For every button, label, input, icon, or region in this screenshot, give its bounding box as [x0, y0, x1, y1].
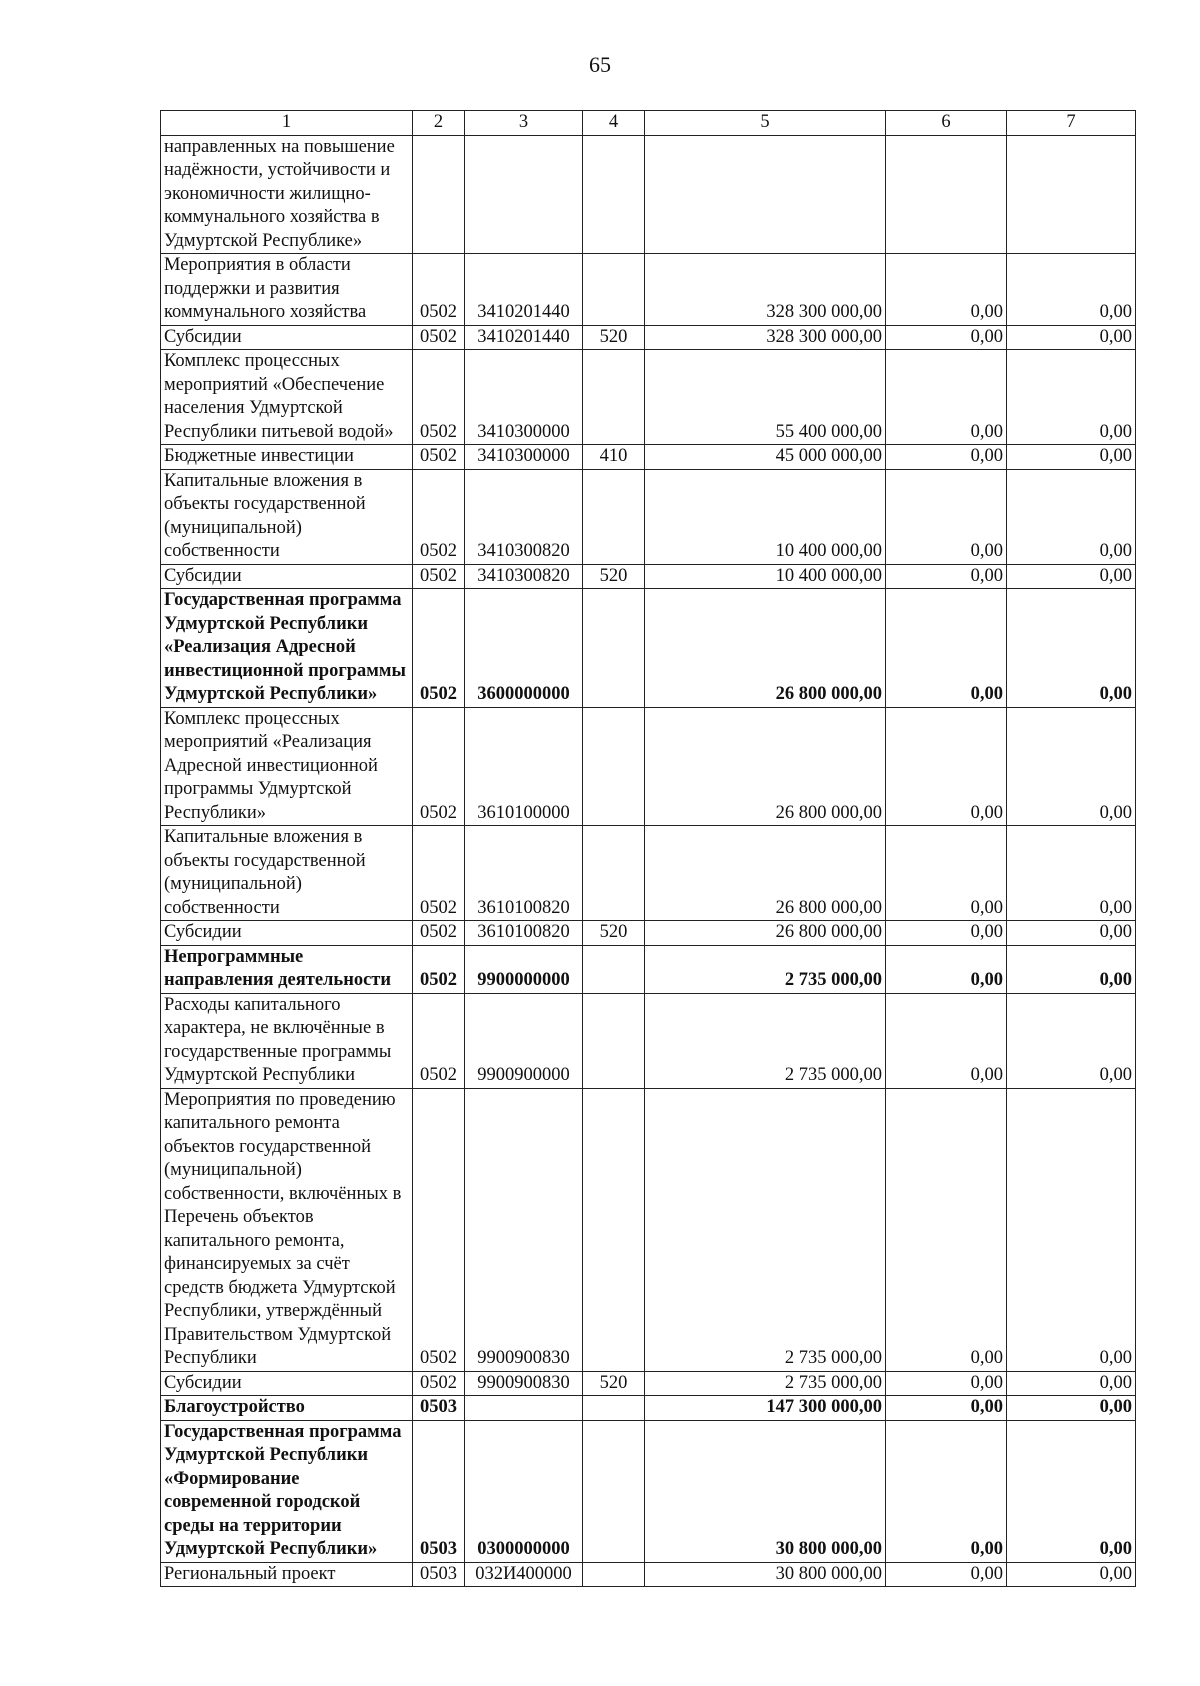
amount-year-2-cell — [886, 135, 1007, 254]
row-name-cell: Мероприятия в области поддержки и развития коммунального хозяйства — [161, 254, 413, 326]
header-cell: 7 — [1007, 111, 1136, 136]
section-code-cell: 0503 — [413, 1396, 465, 1421]
amount-year-3-cell: 0,00 — [1007, 350, 1136, 445]
section-code-cell: 0502 — [413, 254, 465, 326]
target-code-cell: 3600000000 — [465, 589, 583, 708]
row-name-cell: Комплекс процессных мероприятий «Обеспечение населения Удмуртской Республики питьевой водой» — [161, 350, 413, 445]
section-code-cell: 0502 — [413, 445, 465, 470]
expense-type-cell — [583, 589, 645, 708]
amount-year-1-cell: 26 800 000,00 — [645, 921, 886, 946]
expense-type-cell: 520 — [583, 564, 645, 589]
amount-year-2-cell: 0,00 — [886, 826, 1007, 921]
table-row — [161, 135, 1136, 254]
row-name-cell: Субсидии — [161, 1371, 413, 1396]
page-number: 65 — [589, 52, 611, 77]
expense-type-cell: 520 — [583, 325, 645, 350]
table-row — [161, 826, 1136, 921]
row-name-cell: направленных на повышение надёжности, устойчивости и экономичности жилищно-коммунального хозяйства в Удмуртской Республике» — [161, 135, 413, 254]
amount-year-3-cell: 0,00 — [1007, 564, 1136, 589]
table-row — [161, 1088, 1136, 1371]
expense-type-cell — [583, 945, 645, 993]
amount-year-1-cell: 45 000 000,00 — [645, 445, 886, 470]
table-row — [161, 325, 1136, 350]
table-body — [161, 111, 1136, 1587]
row-name-cell: Комплекс процессных мероприятий «Реализация Адресной инвестиционной программы Удмуртской Республики» — [161, 707, 413, 826]
target-code-cell: 9900900830 — [465, 1371, 583, 1396]
header-cell: 4 — [583, 111, 645, 136]
row-name-cell: Субсидии — [161, 564, 413, 589]
table-row — [161, 921, 1136, 946]
expense-type-cell — [583, 350, 645, 445]
row-name-cell: Государственная программа Удмуртской Республики «Реализация Адресной инвестиционной программы Удмуртской Республики» — [161, 589, 413, 708]
table-row — [161, 445, 1136, 470]
target-code-cell: 9900900000 — [465, 993, 583, 1088]
amount-year-3-cell: 0,00 — [1007, 945, 1136, 993]
amount-year-1-cell: 10 400 000,00 — [645, 564, 886, 589]
header-row — [161, 111, 1136, 136]
row-name-cell: Субсидии — [161, 325, 413, 350]
amount-year-2-cell: 0,00 — [886, 469, 1007, 564]
amount-year-2-cell: 0,00 — [886, 1420, 1007, 1562]
section-code-cell: 0502 — [413, 325, 465, 350]
header-cell: 2 — [413, 111, 465, 136]
amount-year-3-cell: 0,00 — [1007, 1371, 1136, 1396]
expense-type-cell — [583, 826, 645, 921]
amount-year-2-cell: 0,00 — [886, 945, 1007, 993]
row-name-cell: Государственная программа Удмуртской Республики «Формирование современной городской среды на территории Удмуртской Республики» — [161, 1420, 413, 1562]
amount-year-3-cell — [1007, 135, 1136, 254]
section-code-cell: 0502 — [413, 589, 465, 708]
header-cell: 3 — [465, 111, 583, 136]
section-code-cell: 0502 — [413, 469, 465, 564]
expense-type-cell — [583, 135, 645, 254]
amount-year-1-cell: 147 300 000,00 — [645, 1396, 886, 1421]
section-code-cell: 0503 — [413, 1562, 465, 1587]
expense-type-cell — [583, 254, 645, 326]
expense-type-cell — [583, 1420, 645, 1562]
table-row — [161, 589, 1136, 708]
row-name-cell: Расходы капитального характера, не включённые в государственные программы Удмуртской Республики — [161, 993, 413, 1088]
expense-type-cell — [583, 707, 645, 826]
row-name-cell: Благоустройство — [161, 1396, 413, 1421]
target-code-cell: 3610100000 — [465, 707, 583, 826]
target-code-cell: 3610100820 — [465, 921, 583, 946]
row-name-cell: Региональный проект — [161, 1562, 413, 1587]
expense-type-cell — [583, 1088, 645, 1371]
section-code-cell: 0502 — [413, 564, 465, 589]
target-code-cell: 9900900830 — [465, 1088, 583, 1371]
amount-year-1-cell: 2 735 000,00 — [645, 1371, 886, 1396]
amount-year-1-cell: 30 800 000,00 — [645, 1420, 886, 1562]
table-row — [161, 945, 1136, 993]
amount-year-2-cell: 0,00 — [886, 254, 1007, 326]
row-name-cell: Капитальные вложения в объекты государственной (муниципальной) собственности — [161, 469, 413, 564]
row-name-cell: Бюджетные инвестиции — [161, 445, 413, 470]
target-code-cell: 3410201440 — [465, 254, 583, 326]
section-code-cell: 0503 — [413, 1420, 465, 1562]
table-row — [161, 1396, 1136, 1421]
table-row — [161, 1562, 1136, 1587]
target-code-cell: 9900000000 — [465, 945, 583, 993]
amount-year-3-cell: 0,00 — [1007, 254, 1136, 326]
amount-year-3-cell: 0,00 — [1007, 993, 1136, 1088]
expense-type-cell: 410 — [583, 445, 645, 470]
target-code-cell: 3610100820 — [465, 826, 583, 921]
table-row — [161, 350, 1136, 445]
amount-year-1-cell: 328 300 000,00 — [645, 254, 886, 326]
amount-year-3-cell: 0,00 — [1007, 325, 1136, 350]
target-code-cell — [465, 1396, 583, 1421]
amount-year-2-cell: 0,00 — [886, 1088, 1007, 1371]
target-code-cell — [465, 135, 583, 254]
amount-year-3-cell: 0,00 — [1007, 1562, 1136, 1587]
expense-type-cell — [583, 1396, 645, 1421]
expense-type-cell — [583, 469, 645, 564]
target-code-cell: 3410300820 — [465, 564, 583, 589]
target-code-cell: 032И400000 — [465, 1562, 583, 1587]
amount-year-3-cell: 0,00 — [1007, 1088, 1136, 1371]
amount-year-1-cell: 2 735 000,00 — [645, 1088, 886, 1371]
expense-type-cell — [583, 993, 645, 1088]
amount-year-3-cell: 0,00 — [1007, 589, 1136, 708]
row-name-cell: Мероприятия по проведению капитального ремонта объектов государственной (муниципальной) собственности, включённых в Перечень объектов капитального ремонта, финансируемых за счёт средств бюджета Удмуртской Республики, утверждённый Правительством Удмуртской Республики — [161, 1088, 413, 1371]
row-name-cell: Непрограммные направления деятельности — [161, 945, 413, 993]
amount-year-2-cell: 0,00 — [886, 1396, 1007, 1421]
amount-year-3-cell: 0,00 — [1007, 1396, 1136, 1421]
amount-year-3-cell: 0,00 — [1007, 1420, 1136, 1562]
section-code-cell: 0502 — [413, 707, 465, 826]
target-code-cell: 0300000000 — [465, 1420, 583, 1562]
amount-year-3-cell: 0,00 — [1007, 707, 1136, 826]
amount-year-2-cell: 0,00 — [886, 921, 1007, 946]
section-code-cell: 0502 — [413, 1088, 465, 1371]
header-cell: 5 — [645, 111, 886, 136]
target-code-cell: 3410300000 — [465, 350, 583, 445]
amount-year-2-cell: 0,00 — [886, 993, 1007, 1088]
amount-year-1-cell: 10 400 000,00 — [645, 469, 886, 564]
amount-year-3-cell: 0,00 — [1007, 445, 1136, 470]
amount-year-1-cell: 2 735 000,00 — [645, 945, 886, 993]
amount-year-3-cell: 0,00 — [1007, 826, 1136, 921]
amount-year-2-cell: 0,00 — [886, 707, 1007, 826]
amount-year-1-cell: 26 800 000,00 — [645, 589, 886, 708]
amount-year-2-cell: 0,00 — [886, 1371, 1007, 1396]
section-code-cell: 0502 — [413, 945, 465, 993]
target-code-cell: 3410201440 — [465, 325, 583, 350]
table-row — [161, 254, 1136, 326]
amount-year-3-cell: 0,00 — [1007, 921, 1136, 946]
amount-year-2-cell: 0,00 — [886, 445, 1007, 470]
amount-year-2-cell: 0,00 — [886, 564, 1007, 589]
header-cell: 6 — [886, 111, 1007, 136]
section-code-cell: 0502 — [413, 921, 465, 946]
expense-type-cell: 520 — [583, 1371, 645, 1396]
section-code-cell: 0502 — [413, 826, 465, 921]
amount-year-2-cell: 0,00 — [886, 350, 1007, 445]
budget-table — [160, 110, 1136, 1587]
table-row — [161, 1420, 1136, 1562]
table-row — [161, 564, 1136, 589]
row-name-cell: Субсидии — [161, 921, 413, 946]
row-name-cell: Капитальные вложения в объекты государственной (муниципальной) собственности — [161, 826, 413, 921]
amount-year-1-cell: 55 400 000,00 — [645, 350, 886, 445]
expense-type-cell: 520 — [583, 921, 645, 946]
table-row — [161, 993, 1136, 1088]
target-code-cell: 3410300000 — [465, 445, 583, 470]
amount-year-2-cell: 0,00 — [886, 589, 1007, 708]
section-code-cell — [413, 135, 465, 254]
amount-year-2-cell: 0,00 — [886, 325, 1007, 350]
header-cell: 1 — [161, 111, 413, 136]
amount-year-1-cell: 30 800 000,00 — [645, 1562, 886, 1587]
table-row — [161, 707, 1136, 826]
amount-year-3-cell: 0,00 — [1007, 469, 1136, 564]
amount-year-1-cell: 26 800 000,00 — [645, 826, 886, 921]
amount-year-2-cell: 0,00 — [886, 1562, 1007, 1587]
amount-year-1-cell: 26 800 000,00 — [645, 707, 886, 826]
amount-year-1-cell — [645, 135, 886, 254]
amount-year-1-cell: 2 735 000,00 — [645, 993, 886, 1088]
amount-year-1-cell: 328 300 000,00 — [645, 325, 886, 350]
section-code-cell: 0502 — [413, 993, 465, 1088]
section-code-cell: 0502 — [413, 1371, 465, 1396]
section-code-cell: 0502 — [413, 350, 465, 445]
table-row — [161, 1371, 1136, 1396]
target-code-cell: 3410300820 — [465, 469, 583, 564]
table-row — [161, 469, 1136, 564]
expense-type-cell — [583, 1562, 645, 1587]
